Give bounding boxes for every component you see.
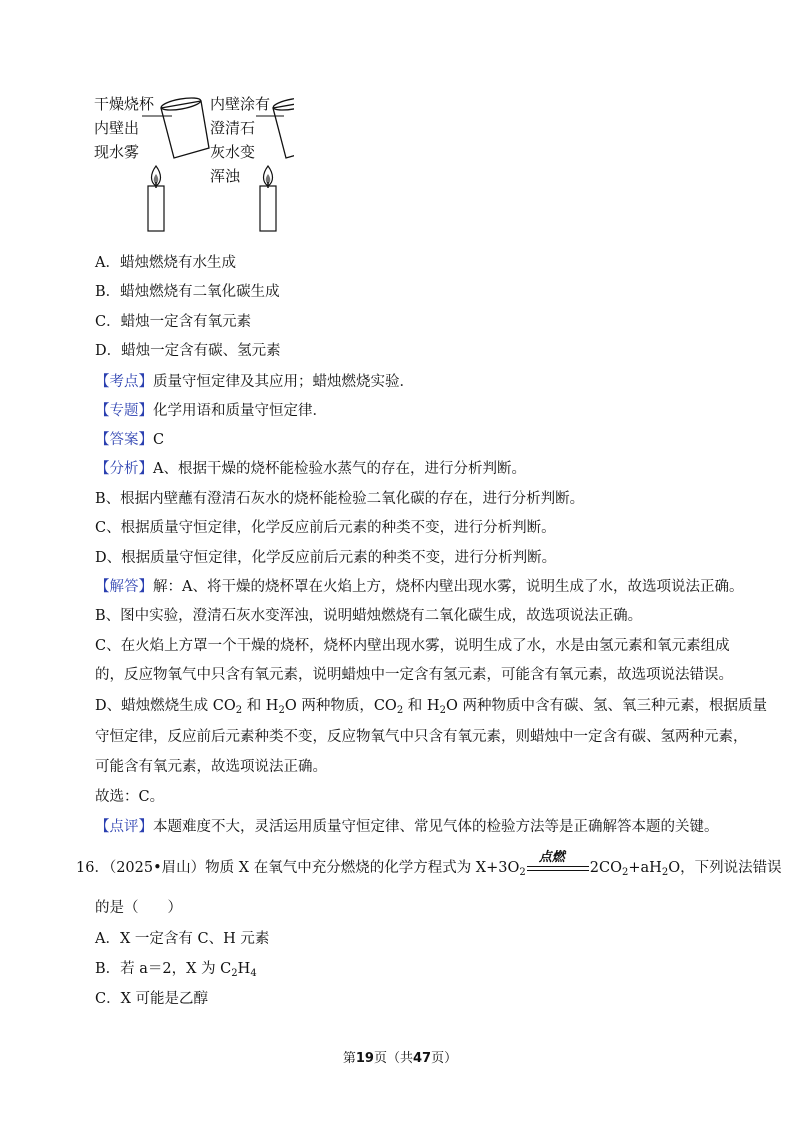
jieda-b: B、图中实验，澄清石灰水变浑浊，说明蜡烛燃烧有二氧化碳生成，故选项说法正确。 xyxy=(95,608,643,624)
answer-line xyxy=(95,430,164,450)
left-candle xyxy=(148,166,164,231)
q16-option-c: C．X 可能是乙醇 xyxy=(95,991,209,1007)
question-16-number: 16． xyxy=(76,860,109,876)
zhuanti-text: 化学用语和质量守恒定律． xyxy=(153,403,327,419)
right-figure-label-4: 浑浊 xyxy=(210,167,241,185)
subscript-2: 2 xyxy=(396,705,404,716)
current-page-number: 19 xyxy=(355,1051,374,1066)
jieda-d1-part-a: D、蜡烛燃烧生成 CO xyxy=(95,698,236,714)
page-footer xyxy=(0,1047,800,1066)
question-16-stem xyxy=(76,850,782,883)
kaodian-tag: 【考点】 xyxy=(95,374,153,390)
jieda-d2: 守恒定律，反应前后元素种类不变，反应物氧气中只含有氧元素，则蜡烛中一定含有碳、氢两种元素， xyxy=(95,729,748,745)
dianping-line xyxy=(95,817,719,837)
jieda-d1-part-d: 和 H xyxy=(403,698,440,714)
dianping-text: 本题难度不大，灵活运用质量守恒定律、常见气体的检验方法等是正确解答本题的关键。 xyxy=(153,819,719,835)
right-candle xyxy=(260,166,276,231)
kaodian-text: 质量守恒定律及其应用；蜡烛燃烧实验． xyxy=(153,374,414,390)
answer-text: C xyxy=(153,432,165,448)
fenxi-b: B、根据内壁蘸有澄清石灰水的烧杯能检验二氧化碳的存在，进行分析判断。 xyxy=(95,491,585,507)
fenxi-c: C、根据质量守恒定律，化学反应前后元素的种类不变，进行分析判断。 xyxy=(95,520,556,536)
question-16-stem-line2: 的是（ ） xyxy=(95,900,182,916)
footer-pre: 第 xyxy=(342,1051,356,1066)
fenxi-tag: 【分析】 xyxy=(95,461,153,477)
q16-stem-part-d: O，下列说法错误 xyxy=(668,860,782,876)
option-d: D．蜡烛一定含有碳、氢元素 xyxy=(95,343,281,359)
subscript: 4 xyxy=(250,968,257,979)
jieda-tag: 【解答】 xyxy=(95,579,153,595)
right-figure-label-3: 灰水变 xyxy=(210,143,256,161)
jieda-d1-part-e: O 两种物质中含有碳、氢、氧三种元素，根据质量 xyxy=(445,698,767,714)
zhuanti-tag: 【专题】 xyxy=(95,403,153,419)
guxuan-line: 故选：C。 xyxy=(95,789,165,805)
fenxi-d: D、根据质量守恒定律，化学反应前后元素的种类不变，进行分析判断。 xyxy=(95,550,557,566)
total-page-count: 47 xyxy=(413,1051,432,1066)
answer-tag: 【答案】 xyxy=(95,432,153,448)
footer-mid: 页（共 xyxy=(373,1051,413,1066)
reaction-condition-sign xyxy=(527,850,589,878)
subscript-2: 2 xyxy=(621,867,629,878)
q16-option-a: A．X 一定含有 C、H 元素 xyxy=(95,931,270,947)
jieda-d1 xyxy=(95,696,767,721)
kaodian-line xyxy=(95,372,414,392)
candle-experiment-figure xyxy=(94,86,294,236)
q16-option-b xyxy=(95,959,257,984)
left-beaker xyxy=(160,96,209,158)
right-figure-label-1: 内壁涂有 xyxy=(210,95,271,113)
option-c: C．蜡烛一定含有氧元素 xyxy=(95,314,252,330)
jieda-c2: 的，反应物氧气中只含有氧元素，说明蜡烛中一定含有氢元素，可能含有氧元素，故选项说法错误。 xyxy=(95,667,733,683)
jieda-line-a xyxy=(95,577,743,597)
subscript-2: 2 xyxy=(278,705,285,716)
q16-stem-part-b: 2CO xyxy=(589,860,622,876)
reaction-condition-text: 点燃 xyxy=(538,850,565,865)
q16-stem-part-a: （2025•眉山）物质 X 在氧气中充分燃烧的化学方程式为 X+3O xyxy=(108,860,520,876)
left-figure-label-2: 内壁出 xyxy=(94,119,140,137)
zhuanti-line xyxy=(95,401,327,421)
footer-post: 页） xyxy=(431,1051,458,1066)
right-figure-label-2: 澄清石 xyxy=(210,119,256,137)
subscript-2: 2 xyxy=(439,705,446,716)
jieda-c1: C、在火焰上方罩一个干燥的烧杯，烧杯内壁出现水雾，说明生成了水，水是由氢元素和氧元素组成 xyxy=(95,638,730,654)
jieda-a: 解：A、将干燥的烧杯罩在火焰上方，烧杯内壁出现水雾，说明生成了水，故选项说法正确。 xyxy=(153,579,744,595)
q16-stem-part-c: +aH xyxy=(628,860,662,876)
subscript: 2 xyxy=(231,968,238,979)
jieda-d1-part-b: 和 H xyxy=(242,698,279,714)
jieda-d3: 可能含有氧元素，故选项说法正确。 xyxy=(95,759,327,775)
subscript-2: 2 xyxy=(519,867,526,878)
subscript-2: 2 xyxy=(235,705,243,716)
fenxi-a: A、根据干燥的烧杯能检验水蒸气的存在，进行分析判断。 xyxy=(153,461,526,477)
dianping-tag: 【点评】 xyxy=(95,819,153,835)
jieda-d1-part-c: O 两种物质，CO xyxy=(284,698,397,714)
fenxi-line-a xyxy=(95,459,526,479)
option-a: A．蜡烛燃烧有水生成 xyxy=(95,255,236,271)
left-figure-label-3: 现水雾 xyxy=(94,143,140,161)
option-b: B．蜡烛燃烧有二氧化碳生成 xyxy=(95,284,280,300)
q16-option-b-part-a: B．若 a＝2，X 为 C xyxy=(95,961,232,977)
left-figure-label-1: 干燥烧杯 xyxy=(94,95,155,113)
right-beaker xyxy=(272,96,294,158)
subscript-2: 2 xyxy=(661,867,669,878)
q16-option-b-part-b: H xyxy=(237,961,251,977)
